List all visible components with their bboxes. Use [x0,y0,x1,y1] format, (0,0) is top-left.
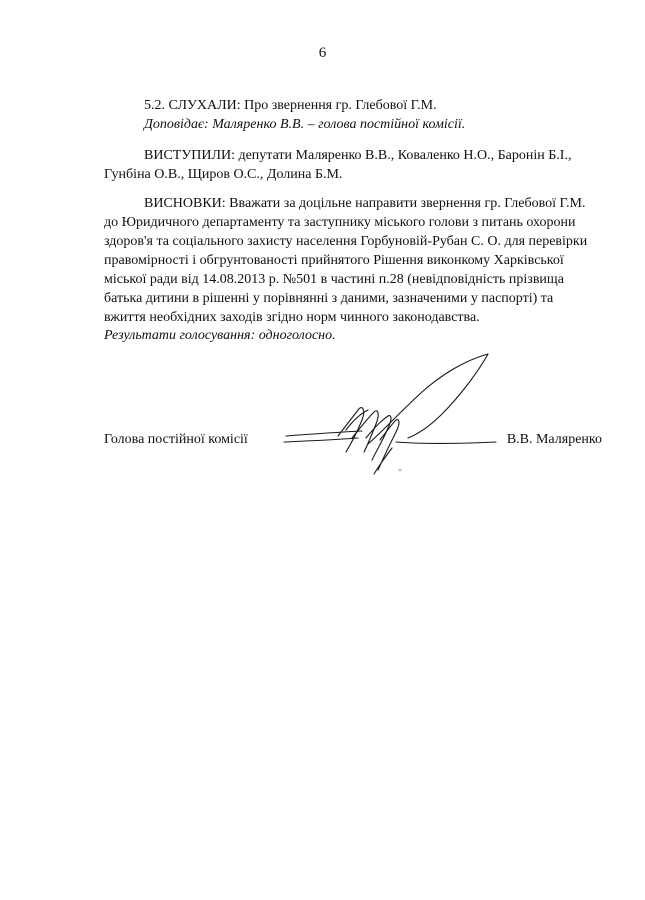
conclusions-line: ВИСНОВКИ: Вважати за доцільне направити звернення гр. Глебової Г.М. [144,196,586,211]
section-conclusions [104,194,614,327]
reporter-line: Доповідає: Маляренко В.В. – голова постійної комісії. [144,117,466,132]
section-speakers [104,146,614,184]
conclusions-line: здоров'я та соціального захисту населення Горбуновій-Рубан С. О. для перевірки [104,234,588,249]
conclusions-line: міської ради від 14.08.2013 р. №501 в частині п.28 (невідповідність прізвища [104,272,564,287]
conclusions-line: правомірності і обгрунтованості прийнятого Рішення виконкому Харківської [104,253,564,268]
conclusions-line: до Юридичного департаменту та заступнику міського голови з питань охорони [104,215,576,230]
signatory-title: Голова постійної комісії [104,432,248,447]
signatory-name: В.В. Маляренко [506,432,602,447]
section-heard [144,96,614,134]
speakers-line-2: Гунбіна О.В., Щиров О.С., Долина Б.М. [104,167,343,182]
voting-results: Результати голосування: одноголосно. [104,328,336,343]
page-number: 6 [318,45,327,61]
conclusions-line: вжиття необхідних заходів згідно норм чинного законодавства. [104,310,480,325]
heard-line: 5.2. СЛУХАЛИ: Про звернення гр. Глебової Г.М. [144,98,437,113]
conclusions-line: батька дитини в рішенні у порівнянні з даними, зазначеними у паспорті) та [104,291,554,306]
signature-row [104,430,614,454]
speakers-line-1: ВИСТУПИЛИ: депутати Маляренко В.В., Коваленко Н.О., Баронін Б.І., [144,148,572,163]
handwritten-signature [282,352,502,487]
